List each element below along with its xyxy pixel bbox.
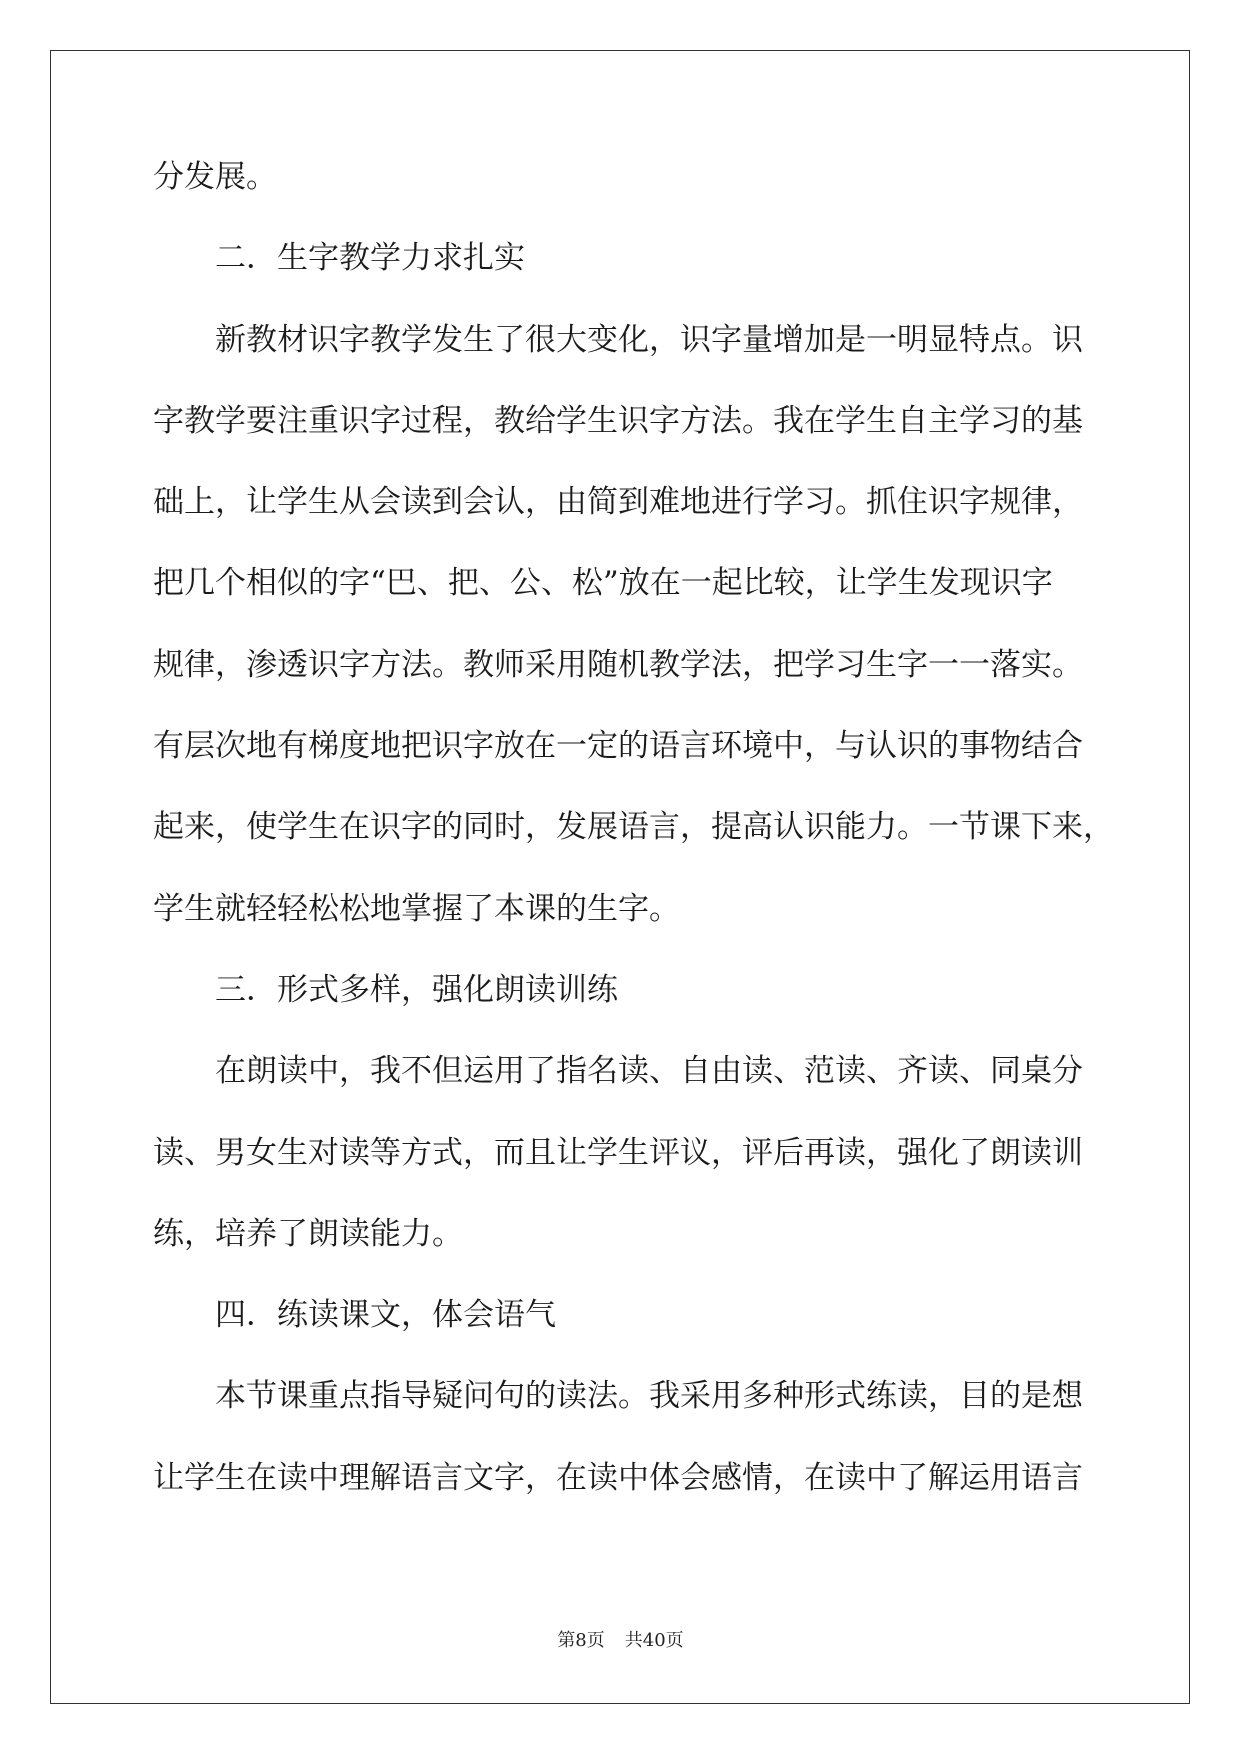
section-heading: 四．练读课文，体会语气 [215,1297,556,1334]
text-line: 有层次地有梯度地把识字放在一定的语言环境中，与认识的事物结合 [153,728,1083,765]
text-line: 学生就轻轻松松地掌握了本课的生字。 [153,890,680,927]
page-total: 共40页 [624,1630,684,1651]
text-line: 在朗读中，我不但运用了指名读、自由读、范读、齐读、同桌分 [215,1053,1083,1090]
section-heading: 二．生字教学力求扎实 [215,240,525,277]
text-line: 础上，让学生从会读到会认，由简到难地进行学习。抓住识字规律， [153,484,1083,521]
text-line: 让学生在读中理解语言文字，在读中体会感情，在读中了解运用语言 [153,1459,1083,1496]
text-line: 起来，使学生在识字的同时，发展语言，提高认识能力。一节课下来， [153,809,1114,846]
text-line: 规律，渗透识字方法。教师采用随机教学法，把学习生字一一落实。 [153,646,1083,683]
text-line: 新教材识字教学发生了很大变化，识字量增加是一明显特点。识 [215,321,1083,358]
text-line: 练，培养了朗读能力。 [153,1215,463,1252]
document-body [153,159,1114,1544]
text-line: 字教学要注重识字过程，教给学生识字方法。我在学生自主学习的基 [153,402,1083,439]
text-line: 把几个相似的字“巴、把、公、松”放在一起比较，让学生发现识字 [153,565,1053,602]
page-footer [0,1632,1241,1650]
page-number: 第8页 [557,1630,605,1651]
text-line: 分发展。 [153,159,277,195]
section-heading: 三．形式多样，强化朗读训练 [215,971,618,1008]
text-line: 读、男女生对读等方式，而且让学生评议，评后再读，强化了朗读训 [153,1134,1083,1171]
text-line: 本节课重点指导疑问句的读法。我采用多种形式练读，目的是想 [215,1378,1083,1415]
